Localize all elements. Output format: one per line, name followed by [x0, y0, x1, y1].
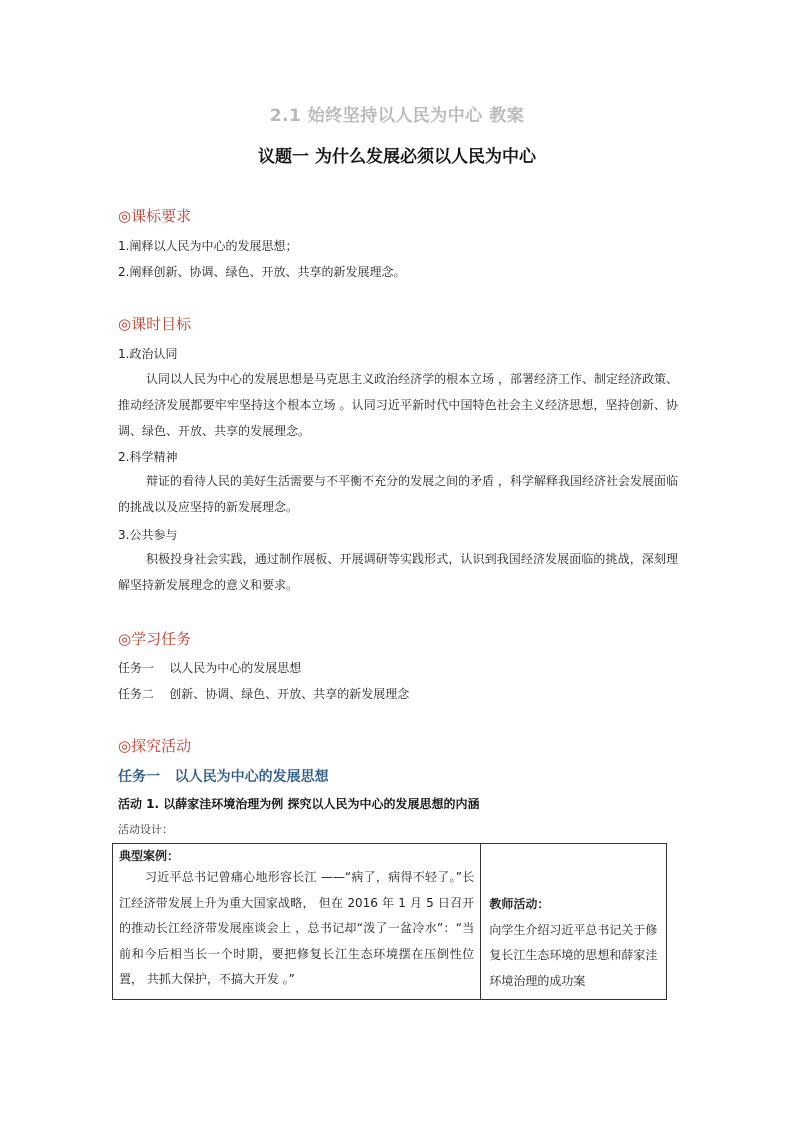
- section-heading-standards: ◎课标要求: [118, 207, 192, 225]
- objective-text-1: 认同以人民为中心的发展思想是马克思主义政治经济学的根本立场 ，部署经济工作、制定经济政策、推动经济发展都要牢牢坚持这个根本立场 。认同习近平新时代中国特色社会主义经济思想，坚持创新、协调、绿色、开放、共享的发展理念。: [118, 372, 678, 438]
- case-text: 习近平总书记曾痛心地形容长江 ——“病了，病得不轻了。”长江经济带发展上升为重大国家战略， 但在 2016 年 1 月 5 日召开的推动长江经济带发展座谈会上 ，总书记却“泼了一盆冷水”：“当前和今后相当长一个时期，要把修复长江生态环境摆在压倒性位置， 共抓大保护，不搞大开发 。”: [119, 870, 475, 986]
- activity-table: [112, 843, 667, 1000]
- standard-item-1: 1.阐释以人民为中心的发展思想；: [118, 239, 298, 253]
- teacher-activity-label: 教师活动：: [489, 897, 550, 911]
- standard-item-2: 2.阐释创新、协调、绿色、开放、共享的新发展理念。: [118, 265, 406, 279]
- document-title: 2.1 始终坚持以人民为中心 教案: [269, 106, 525, 126]
- inquiry-task-title: 任务一 以人民为中心的发展思想: [118, 769, 329, 785]
- teacher-activity-text: 向学生介绍习近平总书记关于修复长江生态环境的思想和薛家洼环境治理的成功案: [489, 922, 658, 988]
- section-heading-objectives: ◎课时目标: [118, 315, 192, 333]
- teacher-cell: [481, 844, 667, 1000]
- objective-text-3: 积极投身社会实践，通过制作展板、开展调研等实践形式，认识到我国经济发展面临的挑战，深刻理解坚持新发展理念的意义和要求。: [118, 552, 678, 592]
- activity-design-label: 活动设计：: [118, 823, 173, 836]
- objective-text-2: 辩证的看待人民的美好生活需要与不平衡不充分的发展之间的矛盾 ，科学解释我国经济社会发展面临的挑战以及应坚持的新发展理念。: [118, 474, 678, 514]
- case-cell: [113, 844, 481, 1000]
- objective-label-1: 1.政治认同: [118, 347, 178, 361]
- task-item-2: 任务二 创新、协调、绿色、开放、共享的新发展理念: [118, 687, 410, 701]
- section-heading-inquiry: ◎探究活动: [118, 737, 192, 755]
- document-subtitle: 议题一 为什么发展必须以人民为中心: [258, 147, 536, 167]
- case-label: 典型案例：: [119, 849, 180, 863]
- task-item-1: 任务一 以人民为中心的发展思想: [118, 661, 302, 675]
- activity-title: 活动 1. 以薛家洼环境治理为例 探究以人民为中心的发展思想的内涵: [118, 797, 480, 811]
- objective-label-3: 3.公共参与: [118, 528, 178, 542]
- objective-label-2: 2.科学精神: [118, 450, 178, 464]
- section-heading-tasks: ◎学习任务: [118, 630, 192, 648]
